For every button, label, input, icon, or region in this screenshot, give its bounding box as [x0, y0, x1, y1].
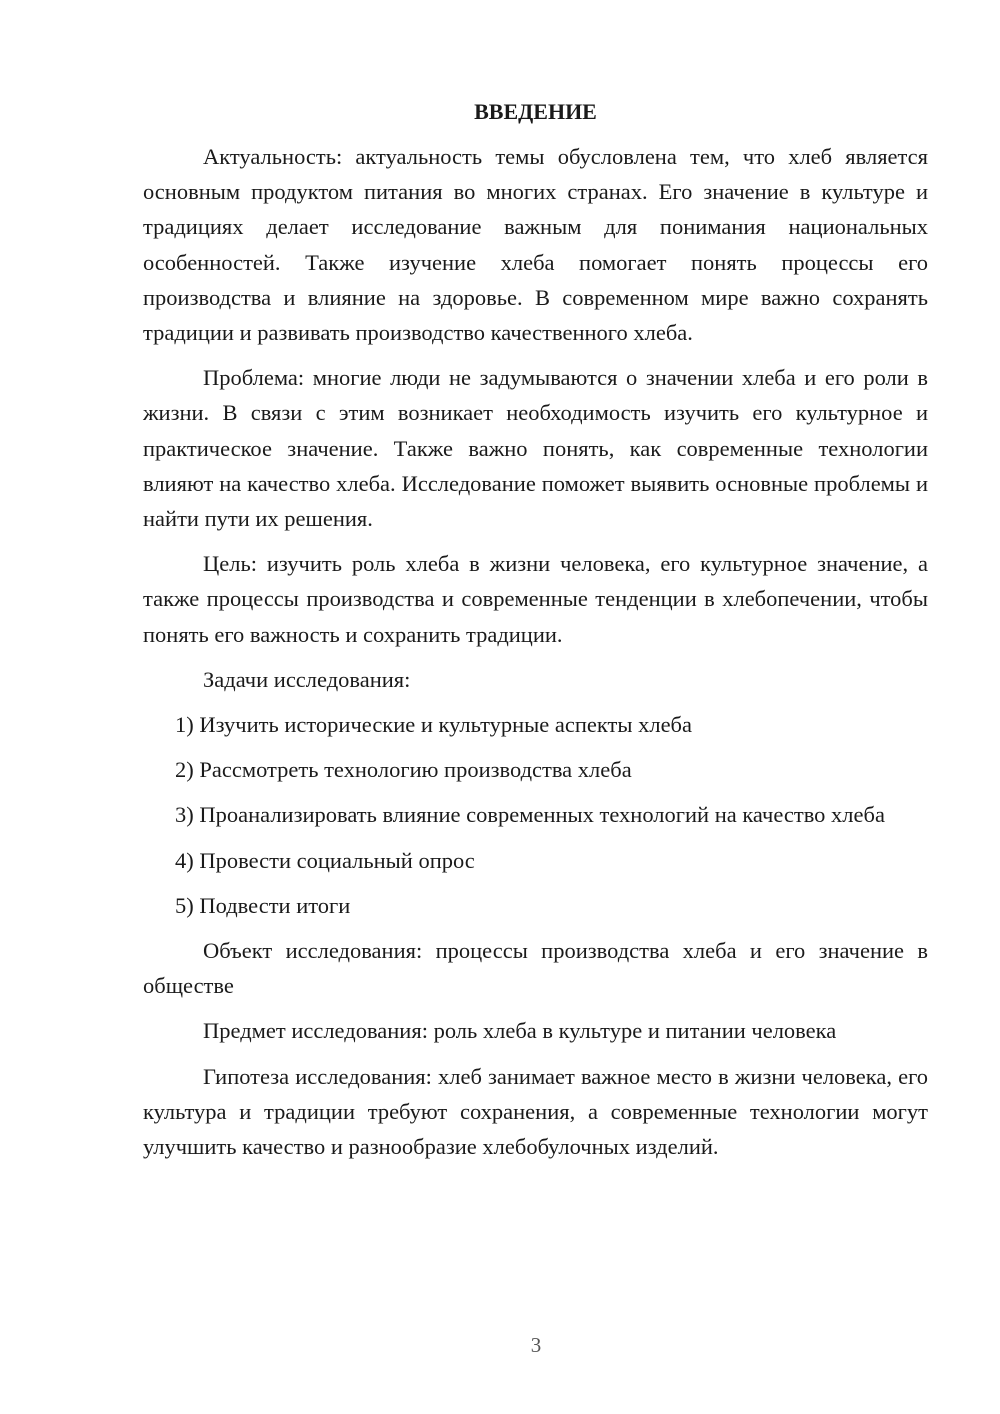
- list-item: 1) Изучить исторические и культурные аспекты хлеба: [175, 712, 692, 738]
- paragraph-object: Объект исследования: процессы производства хлеба и его значение в обществе: [143, 938, 928, 999]
- list-item: 2) Рассмотреть технологию производства хлеба: [175, 757, 632, 783]
- paragraph-goal: Цель: изучить роль хлеба в жизни человека, его культурное значение, а также процессы производства и современные тенденции в хлебопечении, чтобы понять его важность и сохранить традиции.: [143, 551, 928, 647]
- tasks-list: [143, 707, 928, 923]
- page-number: 3: [530, 1333, 542, 1357]
- list-item: 3) Проанализировать влияние современных технологий на качество хлеба: [175, 802, 885, 828]
- paragraph-subject: Предмет исследования: роль хлеба в культуре и питании человека: [203, 1018, 837, 1044]
- page-title: ВВЕДЕНИЕ: [474, 99, 597, 124]
- list-item: 5) Подвести итоги: [175, 892, 351, 918]
- paragraph-problem: Проблема: многие люди не задумываются о значении хлеба и его роли в жизни. В связи с этим возникает необходимость изучить его культурное и практическое значение. Также важно понять, как современные технологии влияют на качество хлеба. Исследование поможет выявить основные проблемы и найти пути их решения.: [143, 365, 928, 532]
- document-body: [143, 94, 928, 1174]
- tasks-heading: Задачи исследования:: [203, 666, 411, 692]
- list-item: 4) Провести социальный опрос: [175, 847, 475, 873]
- paragraph-hypothesis: Гипотеза исследования: хлеб занимает важное место в жизни человека, его культура и традиции требуют сохранения, а современные технологии могут улучшить качество и разнообразие хлебобулочных изделий.: [143, 1063, 928, 1160]
- paragraph-relevance: Актуальность: актуальность темы обусловлена тем, что хлеб является основным продуктом питания во многих странах. Его значение в культуре и традициях делает исследование важным для понимания национальных особенностей. Также изучение хлеба помогает понять процессы его производства и влияние на здоровье. В современном мире важно сохранять традиции и развивать производство качественного хлеба.: [143, 144, 928, 346]
